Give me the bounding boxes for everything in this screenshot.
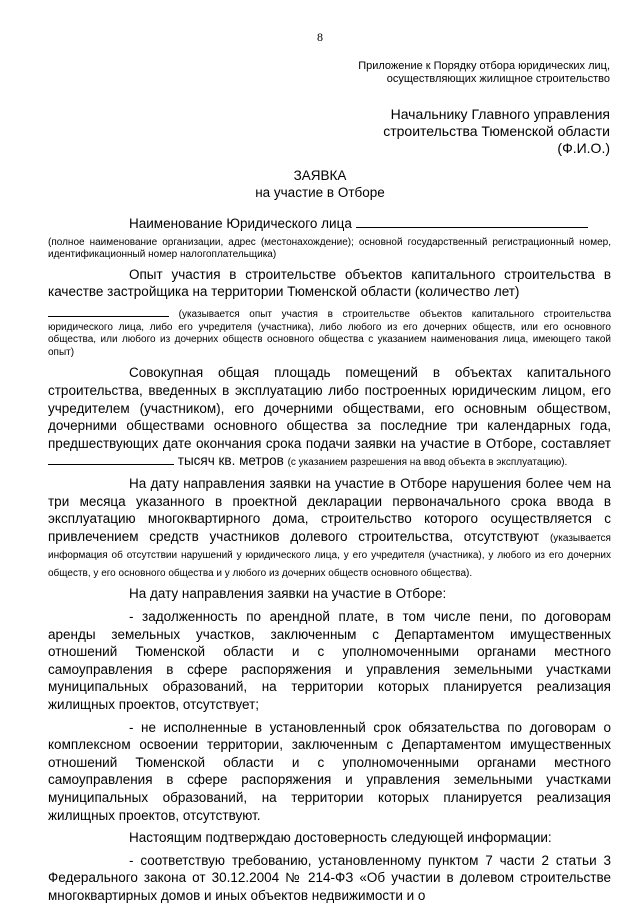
area-unit-2: метров [239,453,284,469]
appendix-note [310,60,610,86]
area-note: (с указанием разрешения на ввод объекта в эксплуатацию). [287,457,568,469]
org-name-line [92,215,611,233]
violations-paragraph [48,475,611,581]
appendix-line: осуществляющих жилищное строительство [386,73,610,85]
addressee-line: Начальнику Главного управления [390,106,610,122]
addressee-block [310,106,610,157]
experience-text: Опыт участия в строительстве объектов капитального строительства в качестве застройщика на территории Тюменской области (количество лет) [48,266,611,300]
confirmation-intro: Настоящим подтверждаю достоверность следующей информации: [129,830,552,846]
violations-note: (указывается информация об отсутствии нарушений у юридического лица, у его учредителя (участника), у любого из его дочерних обществ, у его основного общества и у любого из дочерних обществ основного общества). [48,532,611,579]
org-name-note: (полное наименование организации, адрес (местонахождение); основной государственный регистрационный номер, идентификационный номер налогоплательщика) [48,236,611,261]
addressee-line: строительства Тюменской области [383,123,610,139]
page-number: 8 [317,30,323,44]
document-body [48,215,612,905]
experience-note-paragraph [48,304,611,359]
area-unit: тысяч кв. [177,453,236,469]
document-subtitle: на участие в Отборе [255,185,385,200]
appendix-line: Приложение к Порядку отбора юридических лиц, [358,60,610,72]
law-compliance-paragraph: - соответствую требованию, установленному пунктом 7 части 2 статьи 3 Федерального закона от 30.12.2004 № 214-ФЗ «Об участии в долевом строительстве многоквартирных домов и иных объектов недвижимости и о [48,852,611,903]
org-name-blank [356,215,588,228]
document-title: ЗАЯВКА [293,168,347,183]
area-paragraph [48,364,611,470]
obligations-paragraph: - не исполненные в установленный срок обязательства по договорам о комплексном освоении территории, заключенным с Департаментом имущественных отношений Тюменской области и с уполномоченными органами местного самоуправления в сфере распоряжения и управления земельными участками муниципальных образований, на территории которых планируется реализация жилищных проектов, отсутствуют. [48,719,611,823]
experience-paragraph [48,266,611,301]
violations-text: На дату направления заявки на участие в Отборе нарушения более чем на три месяца указанного в проектной декларации первоначального срока ввода в эксплуатацию многоквартирного дома, строительство которого осуществляется с привлечением средств участников долевого строительства, отсутствуют [48,475,611,544]
lease-debt-paragraph: - задолженность по арендной плате, в том числе пени, по договорам аренды земельных участков, заключенным с Департаментом имущественных отношений Тюменской области и с уполномоченными органами местного самоуправления в сфере распоряжения и управления земельными участками муниципальных образований, на территории которых планируется реализация жилищных проектов, отсутствует; [48,609,611,713]
debt-intro: На дату направления заявки на участие в Отборе: [129,586,447,602]
area-text: Совокупная общая площадь помещений в объектах капитального строительства, введенных в эксплуатацию либо построенных юридическим лицом, его учредителем (участником), его дочерними обществами, его основным обществом, дочерними обществами основного общества за последние три календарных года, предшествующих дате окончания срока подачи заявки на участие в Отборе, составляет [48,365,611,451]
org-name-label: Наименование Юридического лица [129,216,352,231]
addressee-line: (Ф.И.О.) [557,140,610,156]
area-blank [48,452,174,465]
experience-blank [48,304,169,317]
experience-note: (указывается опыт участия в строительстве объектов капитального строительства юридического лица, либо его учредителя (участника), либо любого из его дочерних обществ, или его основного общества, или любого из дочерних обществ основного общества с указанием наименования лица, имеющего такой опыт) [48,308,612,358]
